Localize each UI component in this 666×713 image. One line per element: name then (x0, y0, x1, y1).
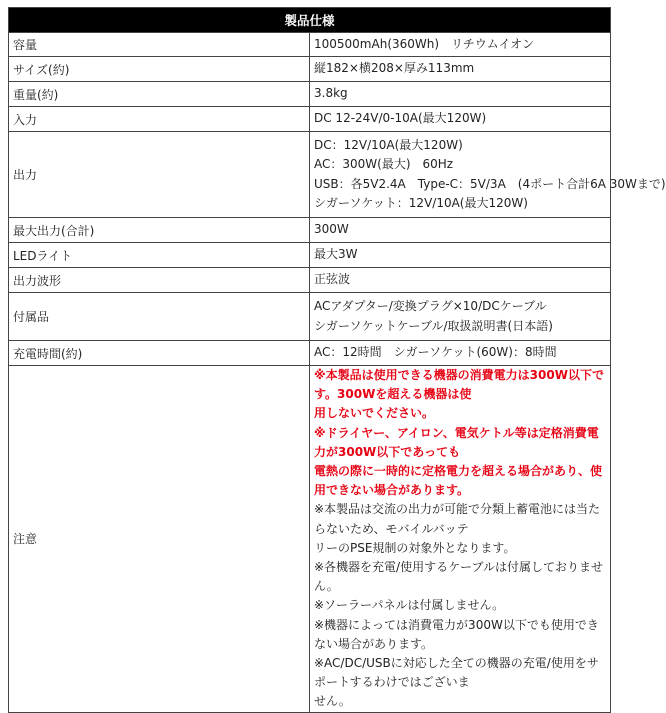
spec-value (310, 57, 611, 82)
note-line: ※機器によっては消費電力が300W以下でも使用できない場合があります。 (314, 617, 599, 651)
spec-row (9, 293, 611, 341)
spec-label: 入力 (9, 107, 310, 132)
spec-value-line: DC：12V/10A(最大120W) (314, 138, 463, 153)
spec-value-line: USB：各5V2.4A Type-C：5V/3A (4ポート合計6A 30Wまで) (314, 176, 666, 191)
spec-row (9, 57, 611, 82)
spec-label: LEDライト (9, 243, 310, 268)
spec-row (9, 107, 611, 132)
spec-value (310, 82, 611, 107)
note-line: せん。 (314, 694, 351, 709)
spec-label: 充電時間(約) (9, 341, 310, 366)
spec-value (310, 293, 611, 341)
spec-row (9, 82, 611, 107)
spec-label: 容量 (9, 33, 310, 57)
spec-value-line: AC：12時間 シガーソケット(60W)：8時間 (314, 345, 557, 360)
note-line: 用しないでください。 (314, 406, 435, 421)
note-line: ※ドライヤー、アイロン、電気ケトル等は定格消費電力が300W以下であっても (314, 425, 599, 459)
spec-value (310, 107, 611, 132)
note-line: ※各機器を充電/使用するケーブルは付属しておりません。 (314, 560, 604, 594)
spec-table-body (9, 33, 666, 713)
spec-label: 最大出力(合計) (9, 218, 310, 243)
spec-value-line: DC 12-24V/0-10A(最大120W) (314, 111, 487, 126)
spec-label: 重量(約) (9, 82, 310, 107)
spec-value (310, 132, 666, 218)
note-line: ※AC/DC/USBに対応した全ての機器の充電/使用をサポートするわけではございま (314, 656, 599, 690)
spec-value-line: ACアダプター/変換プラグ×10/DCケーブル (314, 299, 547, 314)
note-line: ※本製品は交流の出力が可能で分類上蓄電池には当たらないため、モバイルバッテ (314, 502, 601, 536)
spec-value (310, 268, 611, 293)
spec-row (9, 218, 611, 243)
spec-value (310, 341, 611, 366)
note-line: 電熱の際に一時的に定格電力を超える場合があり、使用できない場合があります。 (314, 464, 603, 498)
spec-row (9, 33, 611, 57)
spec-row (9, 268, 611, 293)
note-line: リーのPSE規制の対象外となります。 (314, 540, 516, 555)
notes-row (9, 366, 611, 713)
note-line: ※本製品は使用できる機器の消費電力は300W以下です。300Wを超える機器は使 (314, 368, 604, 402)
spec-table (8, 7, 666, 713)
spec-value-line: 3.8kg (314, 86, 348, 101)
notes-label: 注意 (9, 366, 310, 713)
spec-value (310, 33, 611, 57)
spec-row (9, 132, 611, 218)
spec-table-title: 製品仕様 (9, 8, 611, 33)
spec-value (310, 218, 611, 243)
notes-content (310, 366, 611, 713)
spec-value-line: シガーソケット：12V/10A(最大120W) (314, 195, 528, 210)
spec-value-line: 100500mAh(360Wh) リチウムイオン (314, 36, 535, 51)
spec-value-line: シガーソケットケーブル/取扱説明書(日本語) (314, 318, 553, 333)
spec-label: 出力波形 (9, 268, 310, 293)
spec-row (9, 341, 611, 366)
spec-label: 付属品 (9, 293, 310, 341)
spec-value-line: 縦182×横208×厚み113mm (314, 61, 475, 76)
spec-value (310, 243, 611, 268)
spec-value-line: 最大3W (314, 247, 358, 262)
spec-row (9, 243, 611, 268)
spec-value-line: 正弦波 (314, 272, 351, 287)
spec-label: サイズ(約) (9, 57, 310, 82)
spec-value-line: 300W (314, 222, 349, 237)
note-line: ※ソーラーパネルは付属しません。 (314, 598, 505, 613)
spec-value-line: AC：300W(最大) 60Hz (314, 157, 454, 172)
spec-label: 出力 (9, 132, 310, 218)
spec-header-row (9, 8, 611, 33)
